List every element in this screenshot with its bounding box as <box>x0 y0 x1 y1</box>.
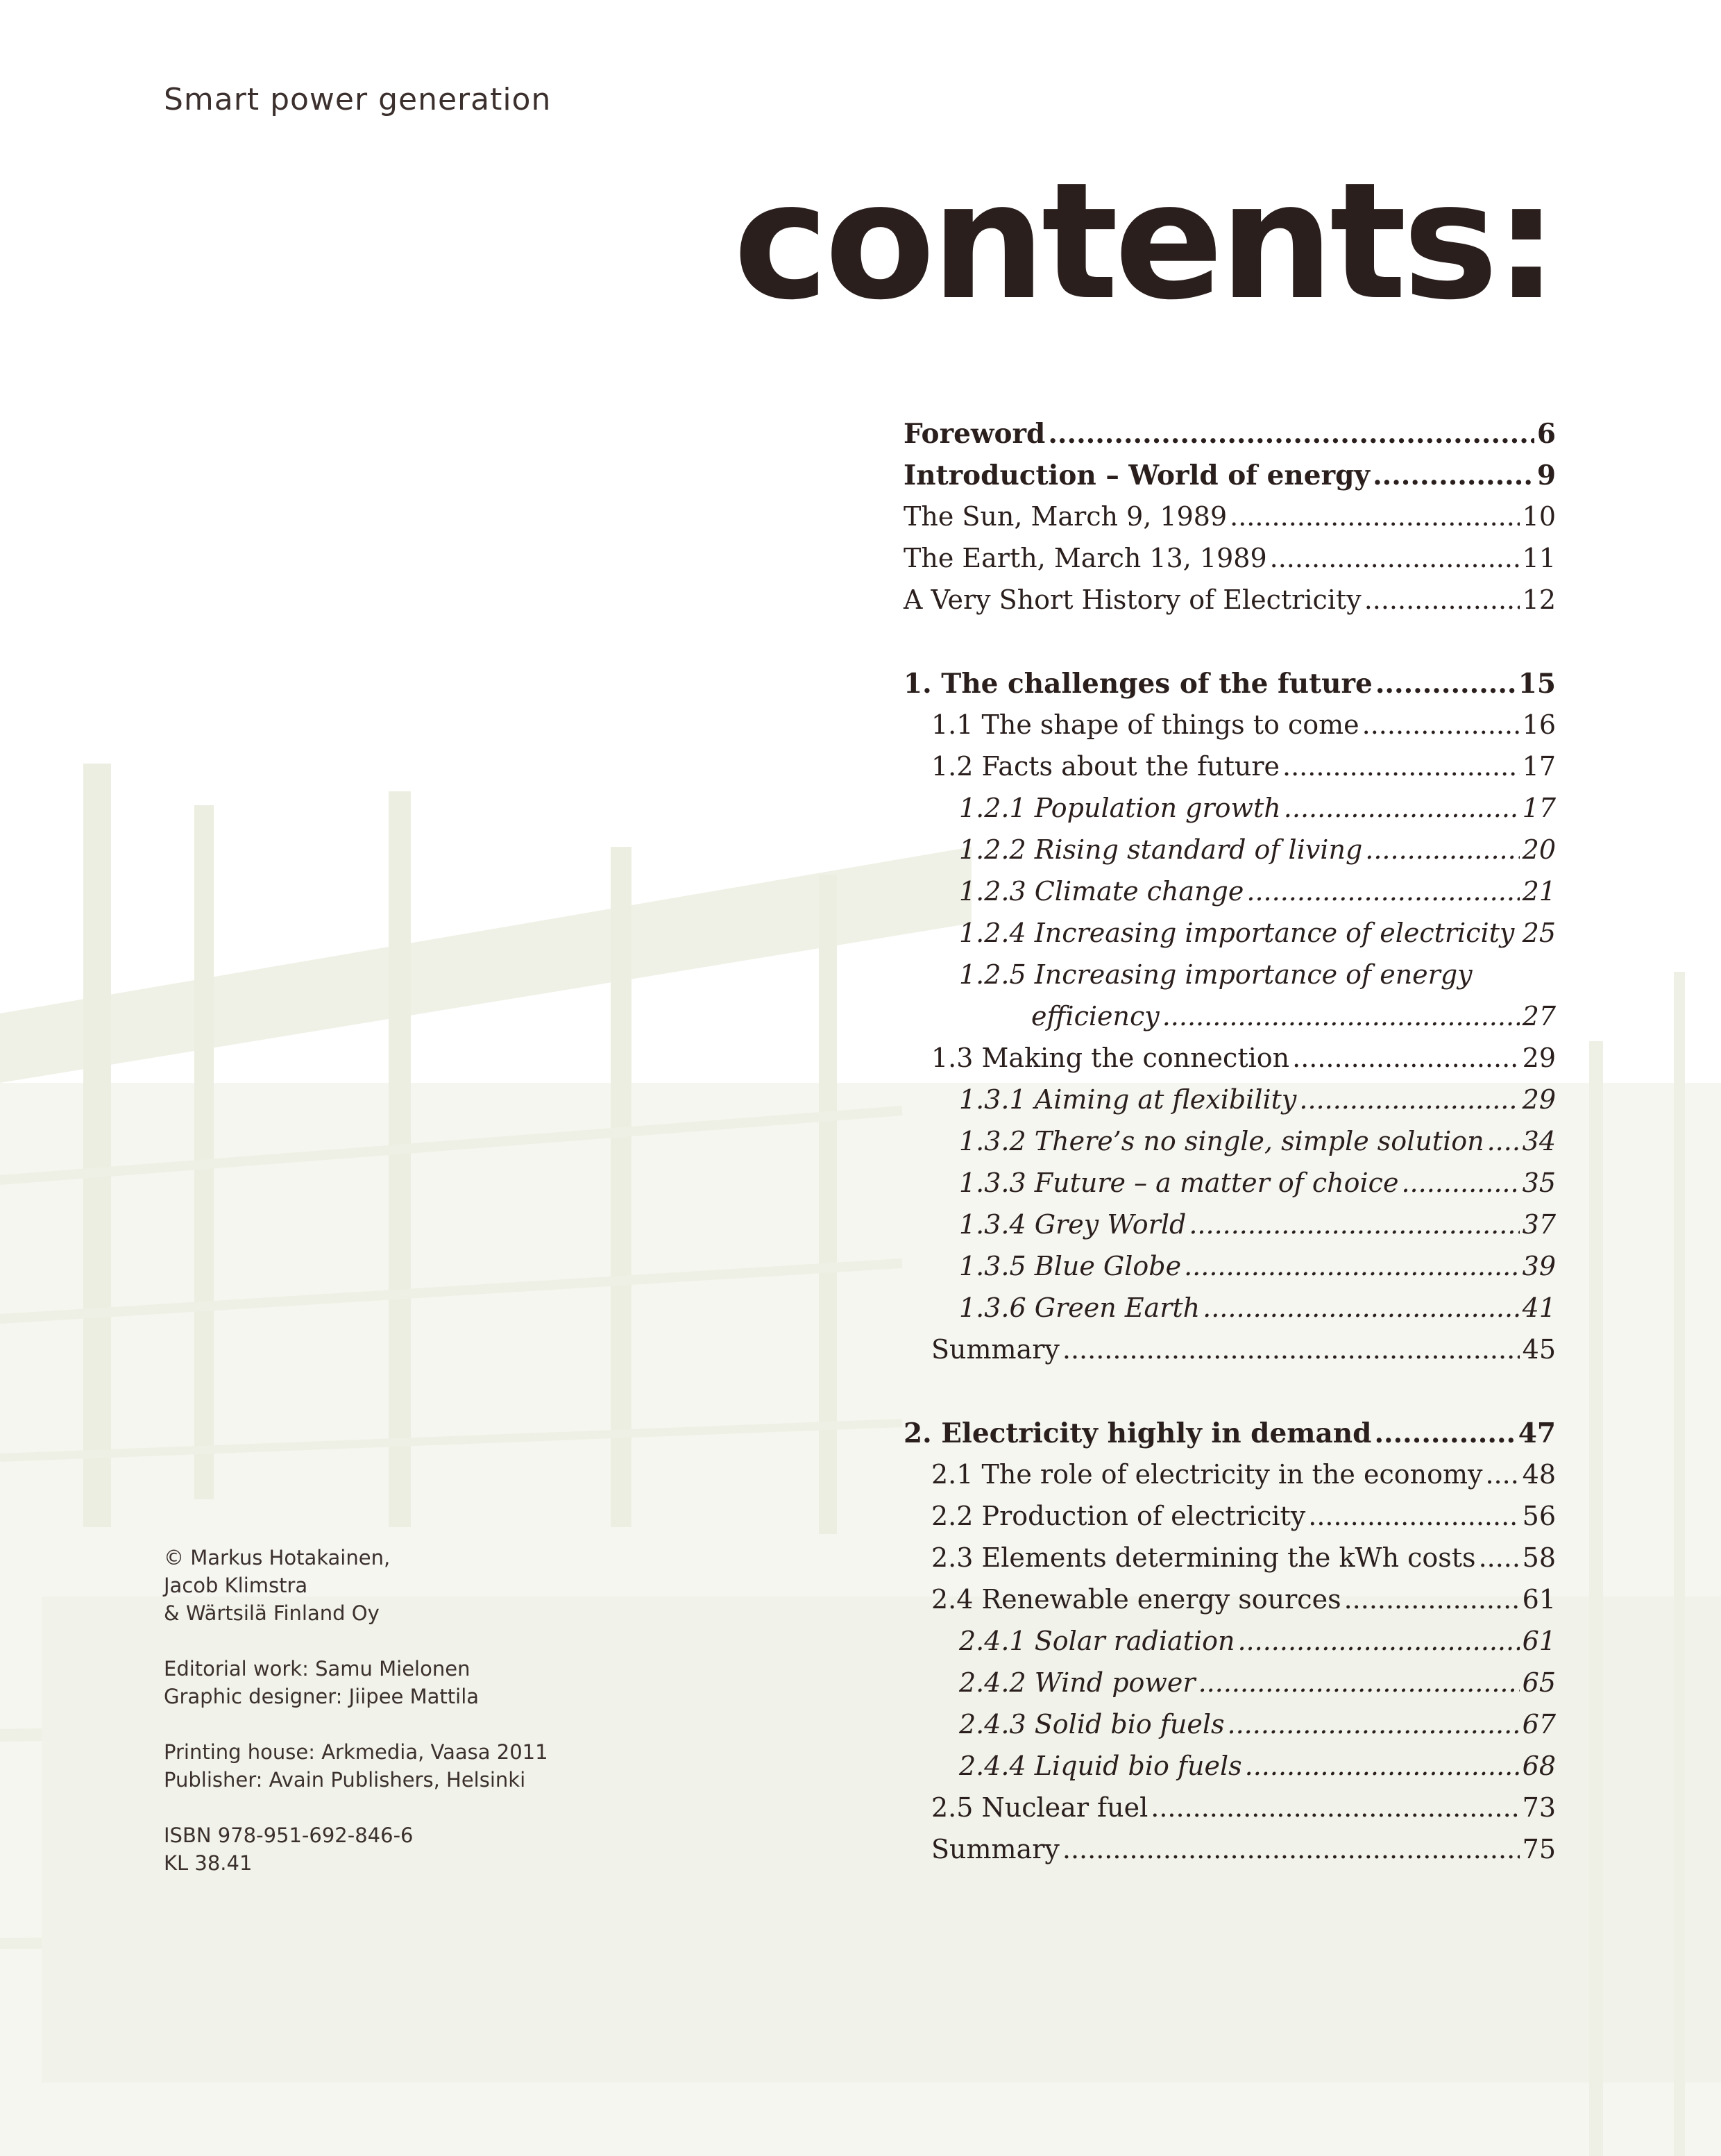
toc-entry[interactable] <box>904 1626 1556 1667</box>
toc-entry-title: 1.2.3 Climate change <box>959 876 1244 907</box>
dot-leader <box>1198 1667 1520 1698</box>
toc-entry-title: 1.3.3 Future – a matter of choice <box>959 1168 1399 1198</box>
toc-page-number: 47 <box>1518 1417 1556 1449</box>
toc-page-number: 25 <box>1522 918 1556 948</box>
toc-page-number: 45 <box>1522 1334 1556 1365</box>
dot-leader <box>1062 1834 1520 1864</box>
toc-page-number: 29 <box>1522 1084 1556 1115</box>
toc-page-number: 17 <box>1522 751 1556 782</box>
toc-page-number: 48 <box>1522 1459 1556 1490</box>
toc-page-number: 21 <box>1522 876 1556 907</box>
toc-entry-title: 2.4.3 Solid bio fuels <box>959 1709 1225 1740</box>
toc-page-number: 37 <box>1522 1209 1556 1240</box>
dot-leader <box>1517 918 1519 948</box>
isbn-block <box>164 1821 552 1877</box>
toc-entry-title: 1.2.1 Population growth <box>959 793 1281 823</box>
toc-page-number: 35 <box>1522 1168 1556 1198</box>
toc-entry-title: 1.3.5 Blue Globe <box>959 1251 1182 1281</box>
dot-leader <box>1062 1334 1520 1365</box>
toc-entry[interactable] <box>904 1084 1556 1126</box>
toc-page-number: 16 <box>1522 709 1556 740</box>
toc-entry[interactable] <box>904 959 1556 1001</box>
toc-entry[interactable] <box>904 1709 1556 1751</box>
toc-page-number: 56 <box>1522 1501 1556 1531</box>
dot-leader <box>1245 1751 1520 1781</box>
toc-page-number: 11 <box>1522 543 1556 573</box>
dot-leader <box>1246 876 1519 907</box>
credit-line: Editorial work: Samu Mielonen <box>164 1657 470 1681</box>
dot-leader <box>1228 1709 1520 1740</box>
toc-page-number: 61 <box>1522 1626 1556 1656</box>
credits-block <box>164 1544 552 1905</box>
toc-page-number: 20 <box>1522 834 1556 865</box>
dot-leader <box>1284 793 1520 823</box>
toc-entry[interactable] <box>904 876 1556 918</box>
dot-leader <box>1485 1459 1519 1490</box>
dot-leader <box>1364 584 1520 615</box>
dot-leader <box>1344 1584 1520 1615</box>
toc-entry-title: Introduction – World of energy <box>904 460 1371 491</box>
isbn-line: ISBN 978-951-692-846-6 <box>164 1824 414 1847</box>
toc-entry[interactable] <box>904 584 1556 626</box>
toc-entry[interactable] <box>904 1126 1556 1168</box>
dot-leader <box>1270 543 1520 573</box>
dot-leader <box>1308 1501 1519 1531</box>
dot-leader <box>1373 460 1534 491</box>
toc-entry-title: 1. The challenges of the future <box>904 668 1373 700</box>
dot-leader <box>1365 834 1519 865</box>
credit-line: Publisher: Avain Publishers, Helsinki <box>164 1768 526 1792</box>
printing-credits <box>164 1738 552 1794</box>
toc-entry-title: 2.2 Production of electricity <box>931 1501 1306 1531</box>
toc-entry-title: The Sun, March 9, 1989 <box>904 501 1228 532</box>
section-gap <box>904 1376 1556 1417</box>
toc-entry-title: Summary <box>931 1834 1060 1864</box>
toc-entry[interactable] <box>904 1667 1556 1709</box>
toc-entry[interactable] <box>904 1792 1556 1834</box>
toc-page-number: 12 <box>1522 584 1556 615</box>
toc-entry[interactable] <box>904 460 1556 501</box>
toc-entry[interactable] <box>904 668 1556 709</box>
toc-page-number: 58 <box>1522 1542 1556 1573</box>
toc-page-number: 15 <box>1518 668 1556 700</box>
toc-entry-title: 1.3.1 Aiming at flexibility <box>959 1084 1297 1115</box>
toc-page-number: 34 <box>1522 1126 1556 1156</box>
toc-entry-title: 1.2.2 Rising standard of living <box>959 834 1363 865</box>
toc-entry[interactable] <box>904 1542 1556 1584</box>
credit-line: Jacob Klimstra <box>164 1574 308 1597</box>
toc-entry-title: 1.2.4 Increasing importance of electricity <box>959 918 1515 948</box>
toc-entry-title: 1.2 Facts about the future <box>931 751 1280 782</box>
toc-entry[interactable] <box>904 1584 1556 1626</box>
dot-leader <box>1487 1126 1520 1156</box>
credit-line: & Wärtsilä Finland Oy <box>164 1601 380 1625</box>
toc-entry[interactable] <box>904 1168 1556 1209</box>
toc-entry[interactable] <box>904 1834 1556 1876</box>
toc-entry-title: 1.3 Making the connection <box>931 1043 1290 1073</box>
dot-leader <box>1362 709 1520 740</box>
dot-leader <box>1401 1168 1519 1198</box>
toc-entry-title: Foreword <box>904 418 1046 450</box>
toc-page-number: 68 <box>1522 1751 1556 1781</box>
toc-page-number: 61 <box>1522 1584 1556 1615</box>
toc-entry[interactable] <box>904 834 1556 876</box>
dot-leader <box>1189 1209 1519 1240</box>
dot-leader <box>1151 1792 1519 1823</box>
toc-entry-title: 1.3.2 There’s no single, simple solution <box>959 1126 1484 1156</box>
toc-entry[interactable] <box>904 1292 1556 1334</box>
toc-entry-title: 2.4 Renewable energy sources <box>931 1584 1341 1615</box>
toc-entry-title: 2. Electricity highly in demand <box>904 1417 1372 1449</box>
toc-entry-title: Summary <box>931 1334 1060 1365</box>
toc-entry-title: 1.2.5 Increasing importance of energy <box>959 959 1473 990</box>
section-gap <box>904 626 1556 668</box>
toc-page-number: 67 <box>1522 1709 1556 1740</box>
page-title: contents: <box>733 148 1554 335</box>
toc-page-number: 27 <box>1522 1001 1556 1031</box>
table-of-contents <box>904 418 1556 1876</box>
dot-leader <box>1292 1043 1520 1073</box>
toc-page-number: 6 <box>1536 418 1556 450</box>
toc-entry-title: A Very Short History of Electricity <box>904 584 1362 615</box>
toc-entry-title: 1.1 The shape of things to come <box>931 709 1359 740</box>
toc-entry[interactable] <box>904 1501 1556 1542</box>
toc-page-number: 73 <box>1522 1792 1556 1823</box>
toc-entry-title: 1.3.4 Grey World <box>959 1209 1187 1240</box>
toc-entry-title: 2.1 The role of electricity in the economy <box>931 1459 1483 1490</box>
toc-page-number: 75 <box>1522 1834 1556 1864</box>
toc-entry[interactable] <box>904 793 1556 834</box>
dot-leader <box>1162 1001 1520 1031</box>
toc-entry-title: The Earth, March 13, 1989 <box>904 543 1267 573</box>
toc-page-number: 17 <box>1522 793 1556 823</box>
toc-page-number: 29 <box>1522 1043 1556 1073</box>
toc-entry[interactable] <box>904 501 1556 543</box>
editorial-credits <box>164 1655 552 1710</box>
toc-entry-title: 2.3 Elements determining the kWh costs <box>931 1542 1476 1573</box>
toc-page-number: 39 <box>1522 1251 1556 1281</box>
toc-entry[interactable] <box>904 918 1556 959</box>
toc-entry[interactable] <box>904 418 1556 460</box>
dot-leader <box>1237 1626 1519 1656</box>
toc-entry[interactable] <box>904 751 1556 793</box>
dot-leader <box>1375 668 1516 700</box>
dot-leader <box>1184 1251 1520 1281</box>
classification-line: KL 38.41 <box>164 1851 253 1875</box>
dot-leader <box>1479 1542 1520 1573</box>
toc-entry-title: 1.3.6 Green Earth <box>959 1292 1201 1323</box>
dot-leader <box>1203 1292 1520 1323</box>
toc-entry-title: 2.4.2 Wind power <box>959 1667 1196 1698</box>
toc-entry[interactable] <box>904 1334 1556 1376</box>
copyright-notice <box>164 1544 552 1627</box>
toc-entry-title: 2.5 Nuclear fuel <box>931 1792 1148 1823</box>
toc-page-number: 65 <box>1522 1667 1556 1698</box>
dot-leader <box>1282 751 1520 782</box>
credit-line: Graphic designer: Jiipee Mattila <box>164 1685 480 1708</box>
toc-entry[interactable] <box>904 1043 1556 1084</box>
toc-page-number: 9 <box>1536 460 1556 491</box>
toc-entry[interactable] <box>904 709 1556 751</box>
toc-entry-title: 2.4.4 Liquid bio fuels <box>959 1751 1242 1781</box>
toc-entry-title: 2.4.1 Solar radiation <box>959 1626 1235 1656</box>
toc-entry[interactable] <box>904 1209 1556 1251</box>
toc-page-number: 10 <box>1522 501 1556 532</box>
credit-line: Printing house: Arkmedia, Vaasa 2011 <box>164 1740 548 1764</box>
dot-leader <box>1299 1084 1519 1115</box>
toc-entry[interactable] <box>904 543 1556 584</box>
dot-leader <box>1048 418 1534 450</box>
toc-entry[interactable] <box>904 1417 1556 1459</box>
credit-line: © Markus Hotakainen, <box>164 1546 391 1569</box>
dot-leader <box>1230 501 1520 532</box>
toc-entry[interactable] <box>904 1751 1556 1792</box>
toc-entry[interactable] <box>904 1251 1556 1292</box>
dot-leader <box>1374 1417 1515 1449</box>
toc-entry-title: efficiency <box>1031 1001 1160 1031</box>
toc-entry[interactable] <box>904 1459 1556 1501</box>
toc-entry[interactable] <box>904 1001 1556 1043</box>
running-header: Smart power generation <box>164 82 552 117</box>
toc-page-number: 41 <box>1522 1292 1556 1323</box>
